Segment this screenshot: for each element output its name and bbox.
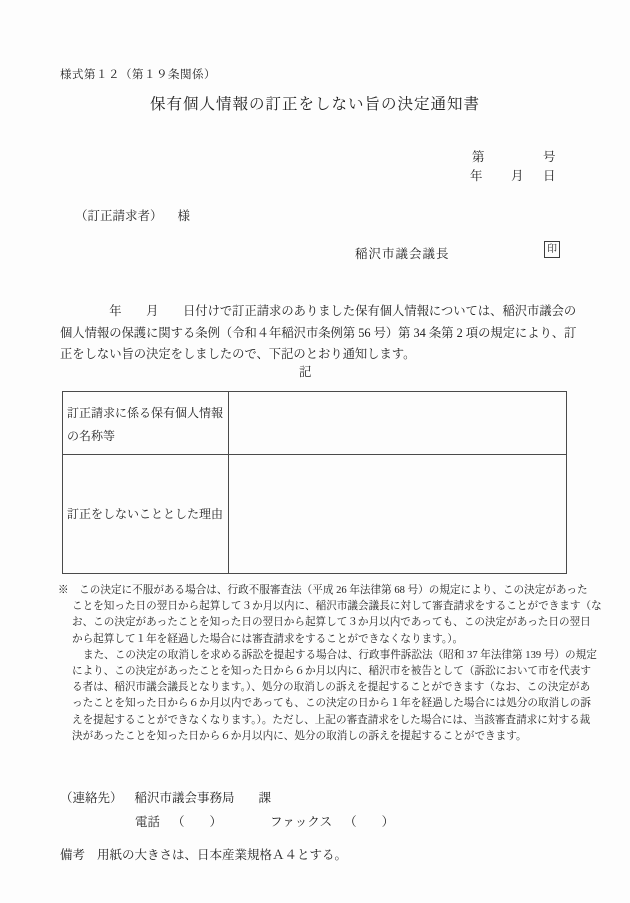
tel-label: 電話 [135, 814, 161, 829]
addressee-honorific: 様 [177, 209, 191, 223]
table-row [63, 392, 567, 455]
date-day-label: 日 [543, 169, 556, 183]
addressee-label: （訂正請求者） [75, 209, 163, 223]
date-year-label: 年 [470, 169, 483, 183]
tel-blank: （ ） [172, 814, 223, 829]
issuer-title: 稲沢市議会議長 [355, 247, 450, 261]
form-number: 様式第１２（第１９条関係） [60, 69, 216, 81]
note-line: から起算して１年を経過した場合には審査請求をすることができなくなります。）。 [72, 633, 464, 645]
row-value-name [229, 392, 567, 455]
note-line: る者は、稲沢市議会議長となります。）、処分の取消しの訴えを提起することができます（なお、この決定があ [72, 682, 591, 694]
note-line: 決があったことを知った日から６か月以内に、処分の取消しの訴えを提起することができます。 [72, 730, 527, 742]
note-line: また、この決定の取消しを求める訴訟を提起する場合は、行政事件訴訟法（昭和 37 年法律第 139 号）の規定 [83, 649, 597, 661]
row-label-name: 訂正請求に係る保有個人情報の名称等 [63, 392, 229, 455]
note-line: お、この決定があったことを知った日の翌日から起算して３か月以内であっても、この決定があった日の翌日 [72, 617, 591, 629]
legal-note [58, 583, 602, 745]
row-value-reason [229, 455, 567, 574]
decision-table [62, 391, 567, 574]
contact-section: 課 [258, 791, 272, 805]
remarks-text: 用紙の大きさは、日本産業規格Ａ４とする。 [97, 848, 348, 862]
addressee [75, 206, 190, 224]
note-line: ※ この決定に不服がある場合は、行政不服審査法（平成 26 年法律第 68 号）の規定により、この決定があった [58, 585, 588, 596]
section-marker: 記 [299, 365, 312, 379]
contact-office: 稲沢市議会事務局 [134, 791, 235, 805]
doc-number-suffix: 号 [543, 150, 556, 164]
fax-label: ファックス [270, 814, 333, 829]
contact-line [60, 787, 394, 811]
body-line: 年 月 日付けで訂正請求のありました保有個人情報については、稲沢市議会の [60, 304, 577, 318]
remarks [60, 845, 347, 863]
doc-number-prefix: 第 [472, 150, 485, 164]
contact-block [60, 787, 394, 834]
note-line: ことを知った日の翌日から起算して３か月以内に、稲沢市議会議長に対して審査請求をすることができます（な [72, 601, 602, 613]
seal-mark: 印 [544, 241, 560, 258]
notification-body [60, 301, 576, 366]
note-line: により、この決定があったことを知った日から６か月以内に、稲沢市を被告として（訴訟において市を代表す [72, 666, 591, 678]
remarks-label: 備考 [60, 848, 86, 862]
note-line: えを提起することができなくなります。）。ただし、上記の審査請求をした場合には、当該審査請求に対する裁 [72, 714, 591, 726]
table-row [63, 455, 567, 574]
fax-blank: （ ） [344, 814, 395, 829]
body-line: 正をしない旨の決定をしましたので、下記のとおり通知します。 [60, 347, 416, 362]
row-label-reason: 訂正をしないこととした理由 [63, 455, 229, 574]
document-title: 保有個人情報の訂正をしない旨の決定通知書 [150, 96, 481, 113]
contact-line [60, 811, 394, 835]
date-month-label: 月 [511, 169, 524, 183]
note-line: ったことを知った日から６か月以内であっても、この決定の日から１年を経過した場合には処分の取消しの訴 [72, 698, 591, 710]
body-line: 個人情報の保護に関する条例（令和４年稲沢市条例第 56 号）第 34 条第 2 項の規定により、訂 [60, 325, 577, 340]
contact-label: （連絡先） [60, 791, 123, 805]
